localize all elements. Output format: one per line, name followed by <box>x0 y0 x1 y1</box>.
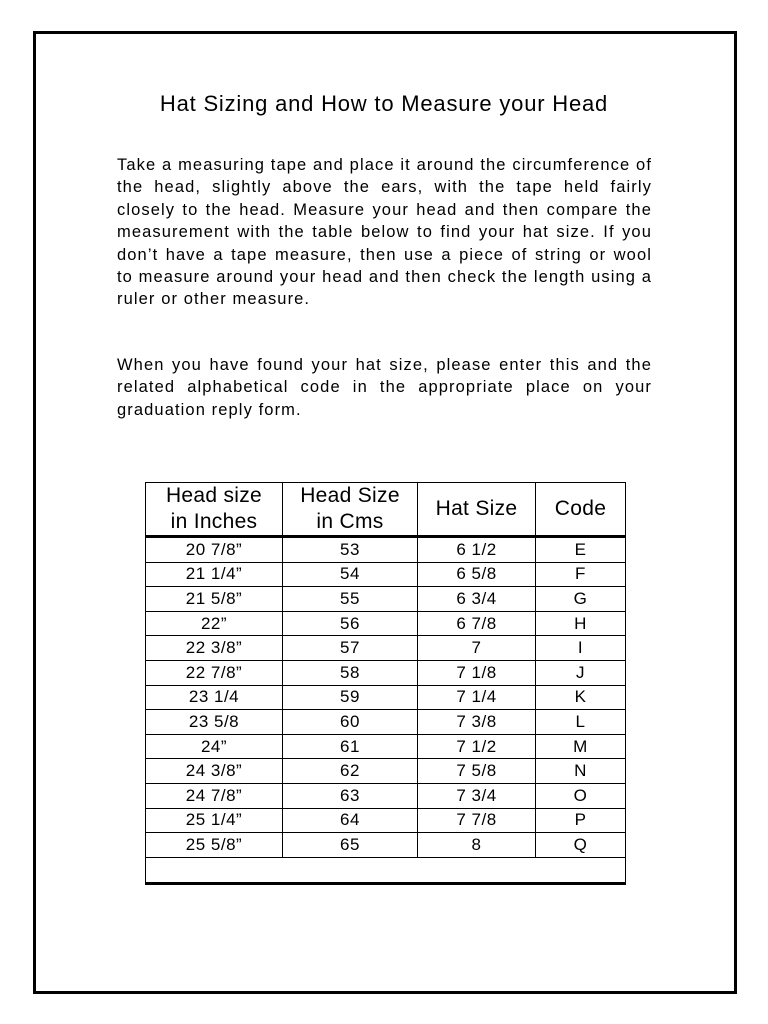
hat-size-table <box>145 482 626 885</box>
cell-head-size-inches: 24” <box>146 734 283 759</box>
table-row <box>146 833 626 858</box>
cell-hat-size: 7 7/8 <box>418 808 536 833</box>
table-row <box>146 710 626 735</box>
cell-code: Q <box>536 833 626 858</box>
cell-head-size-inches: 24 7/8” <box>146 783 283 808</box>
cell-head-size-inches: 23 5/8 <box>146 710 283 735</box>
cell-hat-size: 7 <box>418 636 536 661</box>
cell-head-size-cms: 59 <box>283 685 418 710</box>
table-row <box>146 685 626 710</box>
table-row <box>146 611 626 636</box>
header-line: Code <box>554 497 607 520</box>
cell-hat-size: 8 <box>418 833 536 858</box>
cell-head-size-inches: 24 3/8” <box>146 759 283 784</box>
cell-code: I <box>536 636 626 661</box>
hat-size-table-container <box>145 482 626 885</box>
table-row <box>146 537 626 563</box>
cell-head-size-inches: 22 7/8” <box>146 660 283 685</box>
cell-head-size-inches: 22” <box>146 611 283 636</box>
reply-form-paragraph: When you have found your hat size, please enter this and the related alphabetical code in the appropriate place on your graduation reply form. <box>117 356 652 419</box>
cell-head-size-cms: 56 <box>283 611 418 636</box>
blank-cell <box>146 857 626 883</box>
cell-code: H <box>536 611 626 636</box>
cell-head-size-cms: 53 <box>283 537 418 563</box>
cell-code: F <box>536 562 626 587</box>
page-title: Hat Sizing and How to Measure your Head <box>159 91 609 116</box>
cell-head-size-cms: 65 <box>283 833 418 858</box>
cell-head-size-cms: 61 <box>283 734 418 759</box>
cell-hat-size: 6 7/8 <box>418 611 536 636</box>
header-line: Head size <box>165 484 263 507</box>
cell-head-size-cms: 64 <box>283 808 418 833</box>
header-hat-size <box>418 483 536 537</box>
cell-head-size-inches: 22 3/8” <box>146 636 283 661</box>
cell-code: M <box>536 734 626 759</box>
cell-code: L <box>536 710 626 735</box>
cell-head-size-cms: 62 <box>283 759 418 784</box>
cell-hat-size: 7 3/4 <box>418 783 536 808</box>
cell-head-size-cms: 60 <box>283 710 418 735</box>
cell-hat-size: 7 1/8 <box>418 660 536 685</box>
table-row <box>146 587 626 612</box>
cell-hat-size: 7 3/8 <box>418 710 536 735</box>
cell-head-size-inches: 25 5/8” <box>146 833 283 858</box>
cell-hat-size: 7 5/8 <box>418 759 536 784</box>
table-row <box>146 734 626 759</box>
table-row <box>146 660 626 685</box>
cell-head-size-cms: 63 <box>283 783 418 808</box>
header-line: Hat Size <box>435 497 518 520</box>
table-body <box>146 537 626 884</box>
table-row <box>146 783 626 808</box>
cell-head-size-cms: 55 <box>283 587 418 612</box>
table-row <box>146 808 626 833</box>
cell-code: G <box>536 587 626 612</box>
cell-hat-size: 6 5/8 <box>418 562 536 587</box>
cell-head-size-inches: 23 1/4 <box>146 685 283 710</box>
table-blank-row <box>146 857 626 883</box>
cell-hat-size: 7 1/4 <box>418 685 536 710</box>
cell-head-size-inches: 21 1/4” <box>146 562 283 587</box>
cell-head-size-cms: 57 <box>283 636 418 661</box>
cell-hat-size: 6 1/2 <box>418 537 536 563</box>
header-head-size-cms <box>283 483 418 537</box>
table-row <box>146 562 626 587</box>
header-line: in Cms <box>316 510 384 533</box>
header-code <box>536 483 626 537</box>
table-header-row <box>146 483 626 537</box>
cell-code: N <box>536 759 626 784</box>
header-head-size-inches <box>146 483 283 537</box>
cell-head-size-inches: 21 5/8” <box>146 587 283 612</box>
cell-head-size-cms: 58 <box>283 660 418 685</box>
header-line: in Inches <box>170 510 258 533</box>
cell-head-size-inches: 25 1/4” <box>146 808 283 833</box>
cell-head-size-cms: 54 <box>283 562 418 587</box>
cell-hat-size: 6 3/4 <box>418 587 536 612</box>
table-row <box>146 636 626 661</box>
cell-code: O <box>536 783 626 808</box>
cell-code: J <box>536 660 626 685</box>
cell-head-size-inches: 20 7/8” <box>146 537 283 563</box>
table-row <box>146 759 626 784</box>
cell-hat-size: 7 1/2 <box>418 734 536 759</box>
instructions-paragraph: Take a measuring tape and place it around the circumference of the head, slightly above the ears, with the tape held fairly closely to the head. Measure your head and then compare the measurement with the table below to find your hat size. If you don’t have a tape measure, then use a piece of string or wool to measure around your head and then check the length using a ruler or other measure. <box>117 156 652 309</box>
cell-code: E <box>536 537 626 563</box>
header-line: Head Size <box>300 484 400 507</box>
cell-code: K <box>536 685 626 710</box>
cell-code: P <box>536 808 626 833</box>
